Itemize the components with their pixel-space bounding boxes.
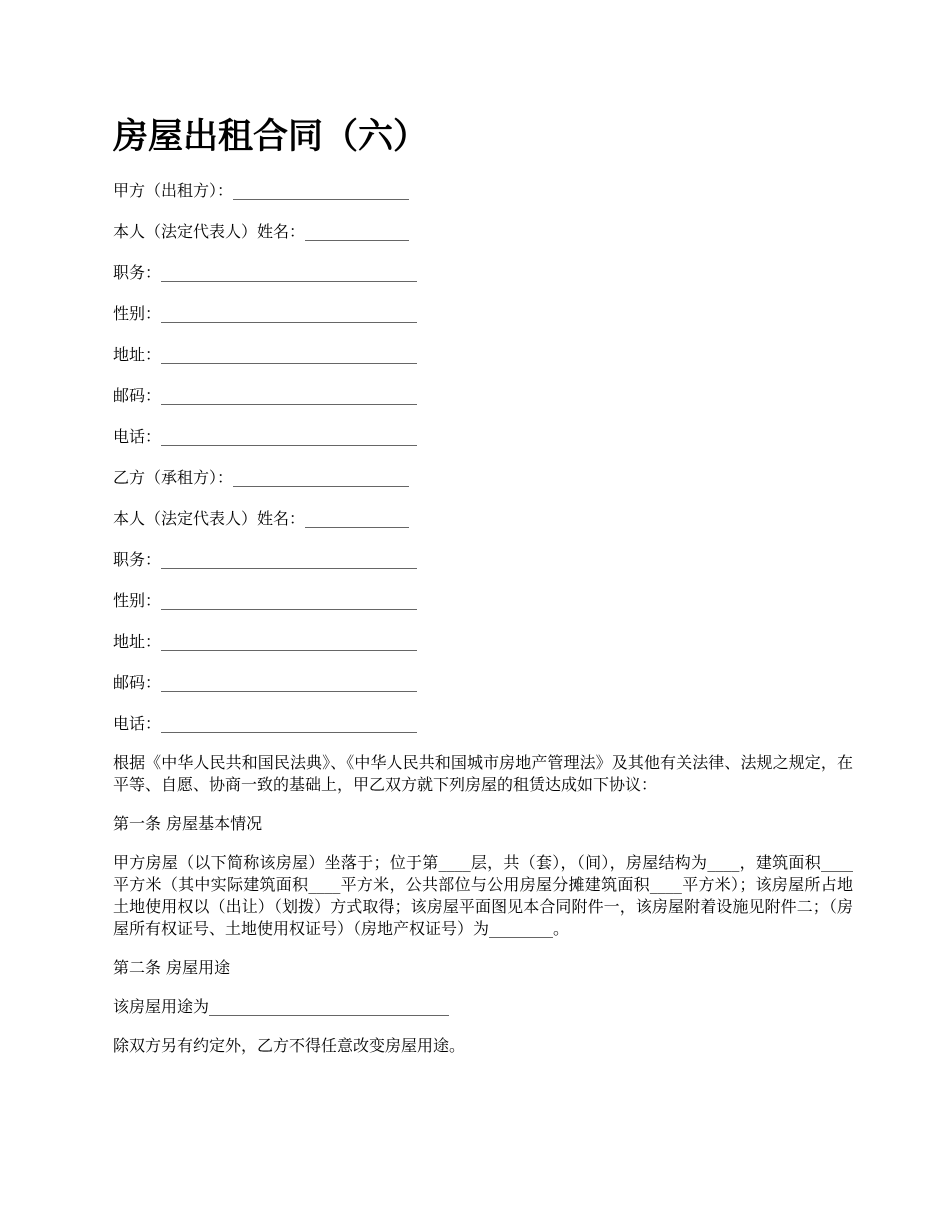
party-b-position: 职务：________________________________ (113, 550, 418, 569)
article-2-heading: 第二条 房屋用途 (113, 958, 231, 977)
document-title: 房屋出租合同（六） (113, 117, 429, 157)
party-b-label: 乙方（承租方）：______________________ (113, 468, 410, 487)
party-a-phone: 电话：________________________________ (113, 427, 418, 446)
party-a-position: 职务：________________________________ (113, 263, 418, 282)
party-b-postcode: 邮码：________________________________ (113, 673, 418, 692)
party-a-label: 甲方（出租方）：______________________ (113, 181, 410, 200)
article-2-restriction: 除双方另有约定外，乙方不得任意改变房屋用途。 (113, 1036, 466, 1055)
party-a-address: 地址：________________________________ (113, 345, 418, 364)
document-page (113, 112, 853, 1074)
party-a-postcode: 邮码：________________________________ (113, 386, 418, 405)
article-1-heading: 第一条 房屋基本情况 (113, 814, 263, 833)
party-b-phone: 电话：________________________________ (113, 714, 418, 733)
party-b-rep-name: 本人（法定代表人）姓名：_____________ (113, 509, 410, 528)
article-2-usage: 该房屋用途为______________________________ (113, 997, 450, 1016)
party-a-rep-name: 本人（法定代表人）姓名：_____________ (113, 222, 410, 241)
article-1-text: 甲方房屋（以下简称该房屋）坐落于；位于第____层，共（套），（间），房屋结构为____，建筑面积____平方米（其中实际建筑面积____平方米，公共部位与公用房屋分摊建筑面积____平方米）；该房屋所占地土地使用权以（出让）（划拨）方式取得；该房屋平面图见本合同附件一，该房屋附着设施见附件二；（房屋所有权证号、土地使用权证号）（房地产权证号）为________。 (113, 853, 853, 938)
party-b-gender: 性别：________________________________ (113, 591, 418, 610)
party-a-gender: 性别：________________________________ (113, 304, 418, 323)
preamble-paragraph: 根据《中华人民共和国民法典》、《中华人民共和国城市房地产管理法》及其他有关法律、法规之规定，在平等、自愿、协商一致的基础上，甲乙双方就下列房屋的租赁达成如下协议： (113, 753, 853, 794)
party-b-address: 地址：________________________________ (113, 632, 418, 651)
